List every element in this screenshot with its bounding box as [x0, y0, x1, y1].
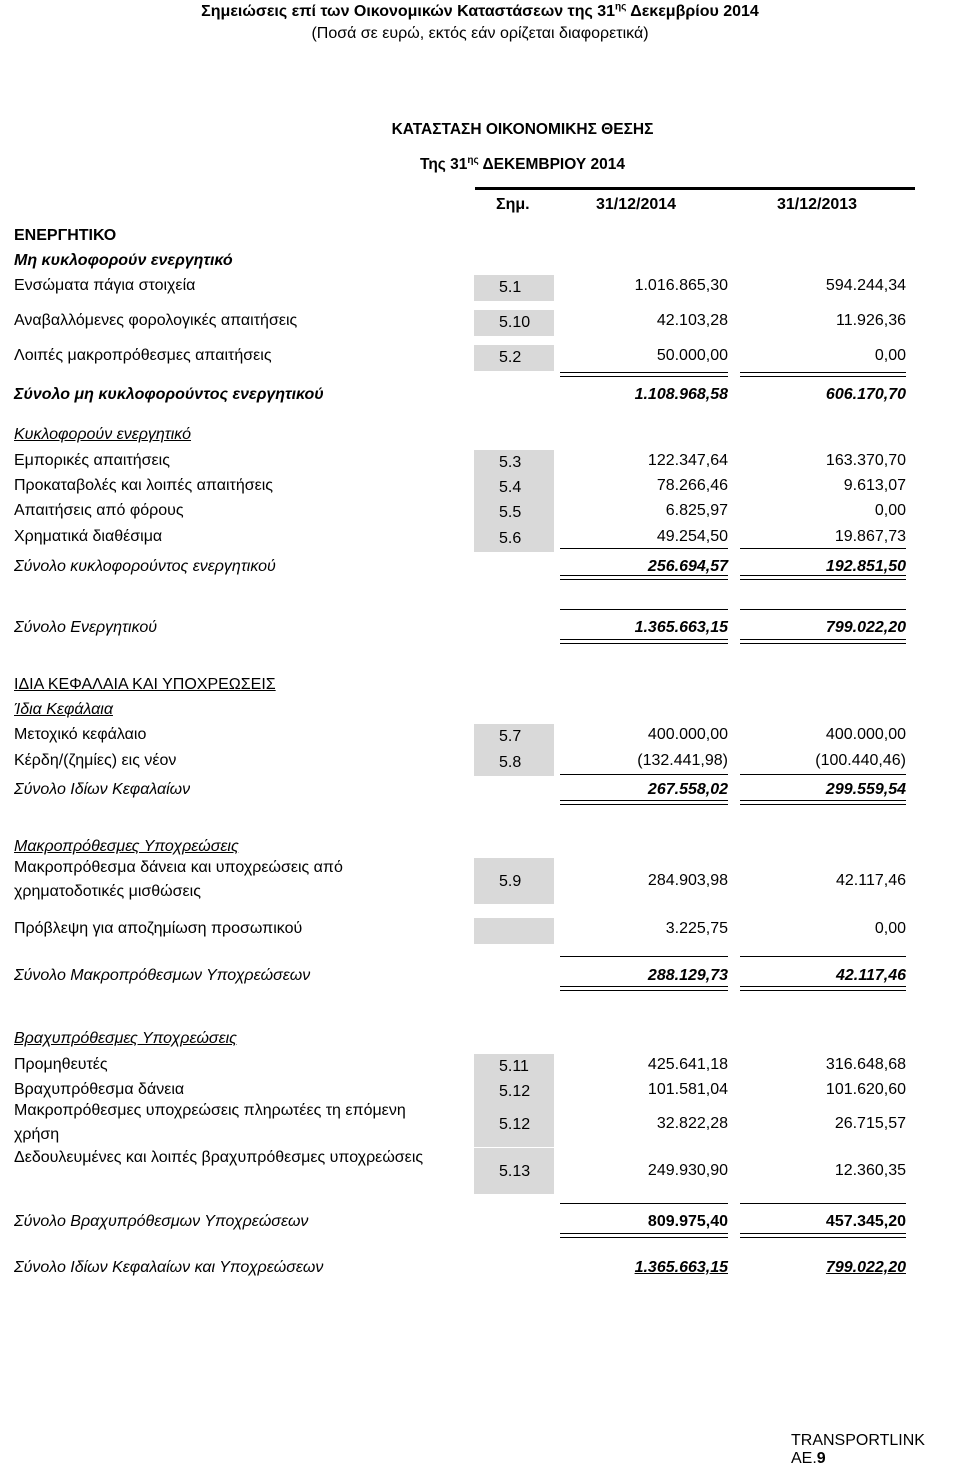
- value-2013: 0,00: [874, 347, 906, 364]
- value-2014: 425.641,18: [647, 1056, 728, 1073]
- rule-single: [740, 774, 906, 775]
- table-row: [0, 836, 960, 858]
- note-ref: 5.8: [474, 750, 554, 776]
- value-2013: 457.345,20: [825, 1213, 906, 1230]
- value-2014: 288.129,73: [647, 967, 728, 984]
- row-label: Πρόβλεψη για αποζημίωση προσωπικού: [14, 920, 303, 937]
- value-2014: 1.108.968,58: [634, 386, 728, 403]
- row-label: Ενσώματα πάγια στοιχεία: [14, 277, 196, 294]
- row-label: Μακροπρόθεσμες Υποχρεώσεις: [14, 838, 239, 855]
- table-row: [0, 1028, 960, 1050]
- note-ref: 5.12: [474, 1101, 554, 1147]
- table-row: [0, 1079, 960, 1101]
- note-ref: 5.2: [474, 345, 554, 371]
- table-row: [0, 275, 960, 297]
- statement-date: Της $31^{\eta\varsigma}$ ΔΕΚΕΜΒΡΙΟΥ 2014: [420, 154, 625, 173]
- rule-double: [740, 1233, 906, 1238]
- rule-double: [740, 639, 906, 644]
- value-2013: 316.648,68: [825, 1056, 906, 1073]
- statement-title: ΚΑΤΑΣΤΑΣΗ ΟΙΚΟΝΟΜΙΚΗΣ ΘΕΣΗΣ: [391, 121, 654, 138]
- row-label: Κυκλοφορούν ενεργητικό: [14, 426, 192, 443]
- value-2013: 9.613,07: [843, 477, 906, 494]
- note-ref: 5.12: [474, 1079, 554, 1105]
- rule-single: [560, 609, 728, 610]
- value-2014: 400.000,00: [647, 726, 728, 743]
- value-2013: 11.926,36: [836, 312, 906, 329]
- value-2013: 400.000,00: [825, 726, 906, 743]
- rule-single: [560, 956, 728, 957]
- row-label: Προμηθευτές: [14, 1056, 108, 1073]
- row-label: Μακροπρόθεσμες υποχρεώσεις πληρωτέες τη επόμενη χρήση: [14, 1102, 406, 1143]
- rule-single: [740, 548, 906, 549]
- table-row: [0, 424, 960, 446]
- value-2013: 594.244,34: [825, 277, 906, 294]
- row-label: Χρηματικά διαθέσιμα: [14, 528, 163, 545]
- rule-single: [740, 1203, 906, 1204]
- row-label: Σύνολο Βραχυπρόθεσμων Υποχρεώσεων: [14, 1213, 309, 1230]
- value-2014: 101.581,04: [647, 1081, 728, 1098]
- note-ref: 5.9: [474, 858, 554, 904]
- col-head-note: Σημ.: [496, 196, 530, 213]
- table-row: [0, 526, 960, 548]
- value-2013: 163.370,70: [825, 452, 906, 469]
- col-head-2013: 31/12/2013: [777, 196, 858, 213]
- row-label: Δεδουλευμένες και λοιπές βραχυπρόθεσμες υποχρεώσεις: [14, 1149, 424, 1166]
- table-row: [0, 450, 960, 472]
- rule-double: [740, 986, 906, 991]
- value-2013: (100.440,46): [815, 752, 906, 769]
- rule-single: [560, 548, 728, 549]
- table-row: [0, 674, 960, 696]
- note-ref: [474, 918, 554, 944]
- row-label: ΕΝΕΡΓΗΤΙΚΟ: [14, 227, 117, 244]
- value-2014: 78.266,46: [656, 477, 728, 494]
- value-2014: 267.558,02: [647, 781, 728, 798]
- rule-double: [560, 575, 728, 580]
- row-label: Κέρδη/(ζημίες) εις νέον: [14, 752, 177, 769]
- value-2013: 101.620,60: [825, 1081, 906, 1098]
- row-label: Βραχυπρόθεσμες Υποχρεώσεις: [14, 1030, 237, 1047]
- value-2014: 50.000,00: [656, 347, 728, 364]
- note-ref: 5.3: [474, 450, 554, 476]
- rule-single: [740, 609, 906, 610]
- rule-double: [560, 372, 728, 377]
- table-row: [0, 384, 960, 406]
- table-row: [0, 724, 960, 746]
- rule-double: [560, 986, 728, 991]
- value-2013: 0,00: [874, 920, 906, 937]
- table-row: [0, 1257, 960, 1279]
- row-label: Εμπορικές απαιτήσεις: [14, 452, 170, 469]
- row-label: Μη κυκλοφορούν ενεργητικό: [14, 252, 233, 269]
- table-row: [0, 699, 960, 721]
- page-footer: TRANSPORTLINK AE.9: [791, 1432, 925, 1467]
- value-2013: 19.867,73: [834, 528, 906, 545]
- note-ref: 5.1: [474, 275, 554, 301]
- rule-double: [740, 372, 906, 377]
- value-2014: 284.903,98: [647, 872, 728, 889]
- row-label: Μακροπρόθεσμα δάνεια και υποχρεώσεις από χρηματοδοτικές μισθώσεις: [14, 859, 343, 900]
- value-2013: 42.117,46: [836, 967, 906, 984]
- col-head-2014: 31/12/2014: [596, 196, 677, 213]
- table-row: [0, 750, 960, 772]
- note-ref: 5.13: [474, 1148, 554, 1194]
- rule-double: [560, 1233, 728, 1238]
- value-2014: 42.103,28: [656, 312, 728, 329]
- row-label: Σύνολο Μακροπρόθεσμων Υποχρεώσεων: [14, 967, 311, 984]
- value-2014: 1.016.865,30: [634, 277, 728, 294]
- row-label: Βραχυπρόθεσμα δάνεια: [14, 1081, 185, 1098]
- row-label: Ίδια Κεφάλαια: [14, 701, 113, 718]
- table-row: [0, 310, 960, 332]
- value-2013: 42.117,46: [836, 872, 906, 889]
- note-ref: 5.7: [474, 724, 554, 750]
- table-row: [0, 250, 960, 272]
- value-2014: 6.825,97: [665, 502, 728, 519]
- value-2014: 49.254,50: [656, 528, 728, 545]
- row-label: Αναβαλλόμενες φορολογικές απαιτήσεις: [14, 312, 298, 329]
- table-row: [0, 500, 960, 522]
- value-2014: 1.365.663,15: [634, 1259, 728, 1276]
- row-label: Απαιτήσεις από φόρους: [14, 502, 184, 519]
- note-ref: 5.10: [474, 310, 554, 336]
- row-label: Σύνολο Ιδίων Κεφαλαίων: [14, 781, 191, 798]
- value-2014: 1.365.663,15: [634, 619, 728, 636]
- note-ref: 5.5: [474, 500, 554, 526]
- row-label: Σύνολο κυκλοφορούντος ενεργητικού: [14, 558, 276, 575]
- currency-note: (Ποσά σε ευρώ, εκτός εάν ορίζεται διαφορετικά): [311, 25, 649, 42]
- table-row: [0, 1211, 960, 1233]
- page-header: [0, 2, 960, 44]
- row-label: ΙΔΙΑ ΚΕΦΑΛΑΙΑ ΚΑΙ ΥΠΟΧΡΕΩΣΕΙΣ: [14, 676, 276, 693]
- value-2013: 26.715,57: [834, 1115, 906, 1132]
- value-2014: 3.225,75: [665, 920, 728, 937]
- row-label: Σύνολο Ιδίων Κεφαλαίων και Υποχρεώσεων: [14, 1259, 324, 1276]
- value-2013: 192.851,50: [825, 558, 906, 575]
- table-row: [0, 858, 960, 904]
- value-2014: 249.930,90: [647, 1162, 728, 1179]
- rule-single: [560, 1203, 728, 1204]
- table-row: [0, 1101, 960, 1147]
- value-2014: 32.822,28: [656, 1115, 728, 1132]
- table-row: [0, 475, 960, 497]
- table-row: [0, 225, 960, 247]
- row-label: Μετοχικό κεφάλαιο: [14, 726, 147, 743]
- value-2013: 0,00: [874, 502, 906, 519]
- table-row: [0, 918, 960, 940]
- value-2013: 12.360,35: [834, 1162, 906, 1179]
- rule-double: [560, 639, 728, 644]
- row-label: Λοιπές μακροπρόθεσμες απαιτήσεις: [14, 347, 272, 364]
- header-rule: [475, 187, 915, 190]
- note-ref: 5.6: [474, 526, 554, 552]
- value-2014: (132.441,98): [637, 752, 728, 769]
- table-row: [0, 965, 960, 987]
- value-2014: 809.975,40: [647, 1213, 728, 1230]
- rule-single: [740, 956, 906, 957]
- table-row: [0, 617, 960, 639]
- table-row: [0, 779, 960, 801]
- value-2013: 799.022,20: [825, 1259, 906, 1276]
- row-label: Σύνολο μη κυκλοφορούντος ενεργητικού: [14, 386, 324, 403]
- value-2014: 256.694,57: [647, 558, 728, 575]
- value-2013: 606.170,70: [825, 386, 906, 403]
- table-row: [0, 345, 960, 367]
- value-2014: 122.347,64: [647, 452, 728, 469]
- row-label: Προκαταβολές και λοιπές απαιτήσεις: [14, 477, 273, 494]
- rule-double: [740, 800, 906, 805]
- rule-double: [560, 800, 728, 805]
- note-ref: 5.4: [474, 475, 554, 501]
- table-row: [0, 1054, 960, 1076]
- row-label: Σύνολο Ενεργητικού: [14, 619, 158, 636]
- table-row: [0, 1148, 960, 1194]
- rule-double: [740, 575, 906, 580]
- value-2013: 299.559,54: [825, 781, 906, 798]
- report-title: Σημειώσεις επί των Οικονομικών Καταστάσεων της $31^{\eta\varsigma}$ Δεκεμβρίου 2014: [201, 1, 759, 20]
- value-2013: 799.022,20: [825, 619, 906, 636]
- rule-single: [560, 774, 728, 775]
- note-ref: 5.11: [474, 1054, 554, 1080]
